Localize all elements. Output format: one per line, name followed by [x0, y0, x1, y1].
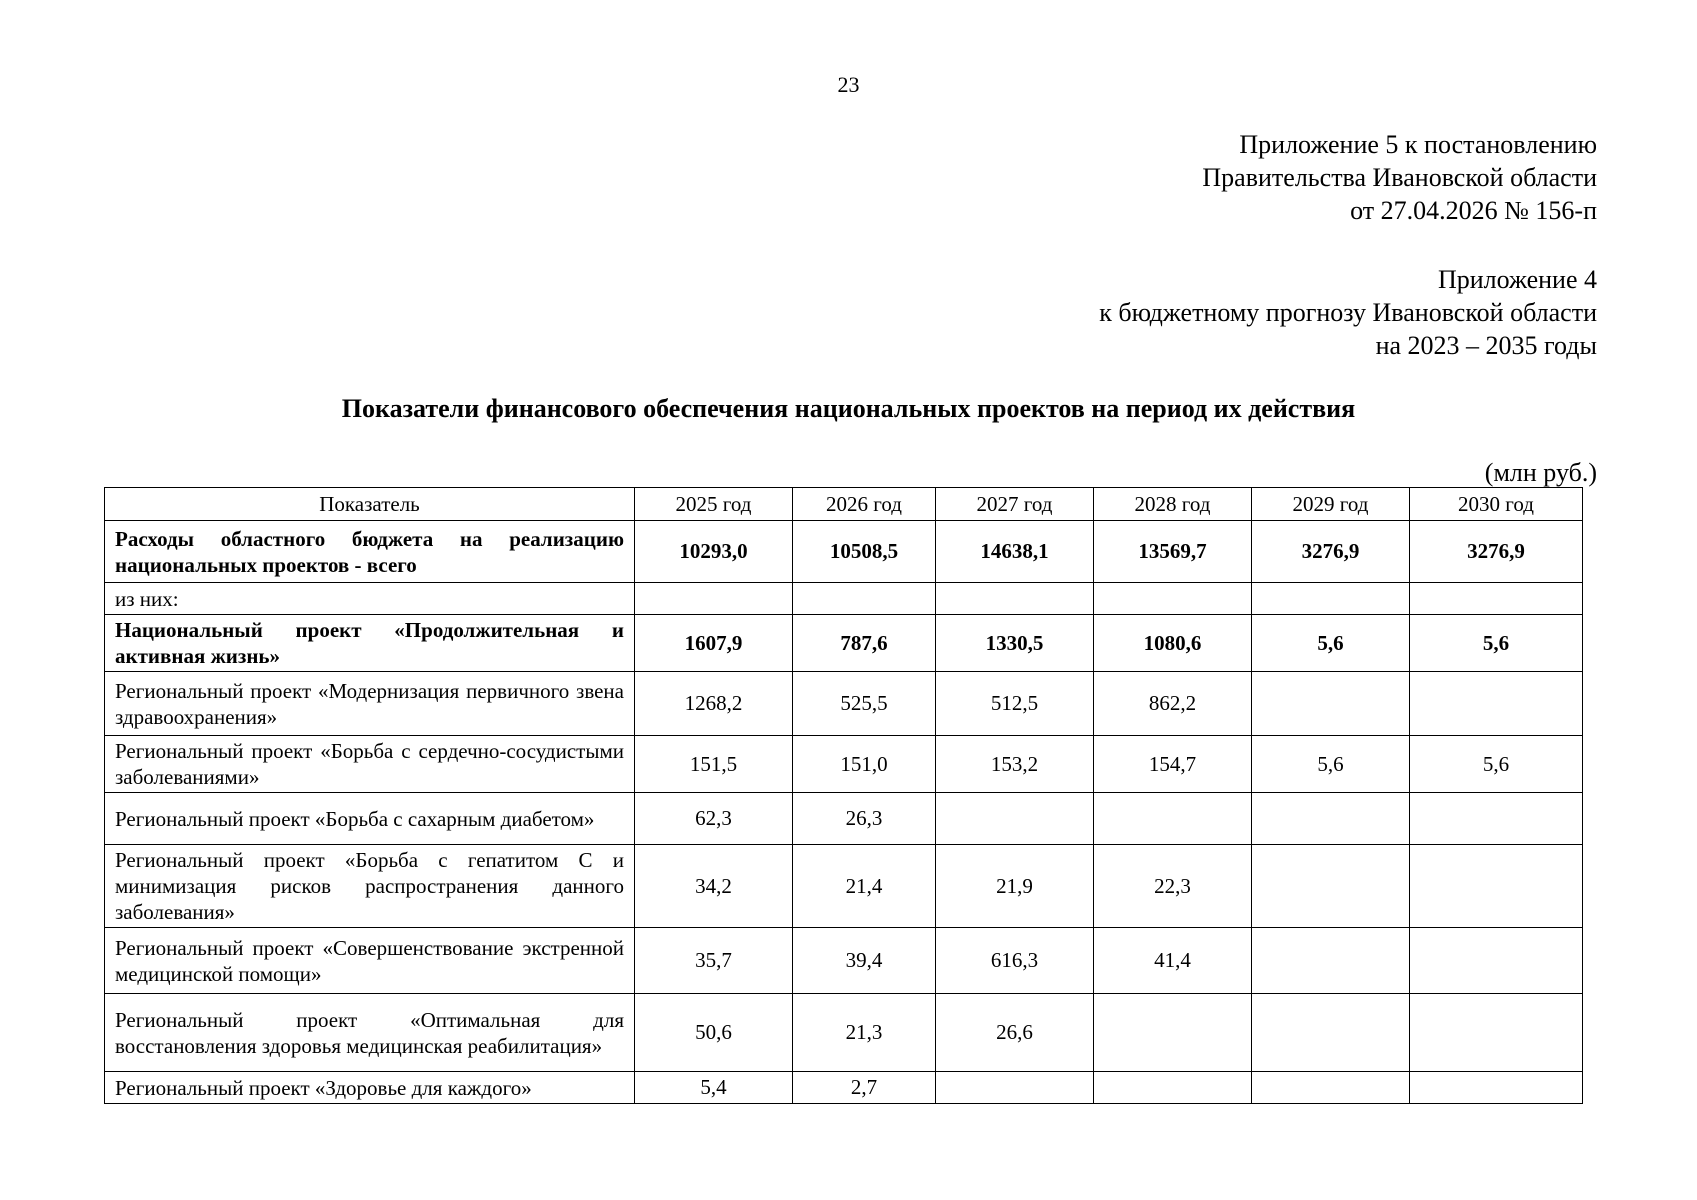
cell-value — [1410, 994, 1583, 1072]
header-indicator: Показатель — [105, 488, 635, 521]
cell-value: 35,7 — [635, 928, 793, 994]
annex-forecast-block — [1099, 263, 1597, 362]
header-2026: 2026 год — [793, 488, 936, 521]
cell-value — [1410, 793, 1583, 845]
cell-value — [936, 1072, 1094, 1104]
cell-value — [1094, 994, 1252, 1072]
cell-value: 1080,6 — [1094, 615, 1252, 672]
cell-value: 512,5 — [936, 672, 1094, 736]
document-title: Показатели финансового обеспечения национальных проектов на период их действия — [341, 394, 1356, 423]
cell-value: 26,3 — [793, 793, 936, 845]
cell-value: 5,6 — [1410, 736, 1583, 793]
cell-value: 616,3 — [936, 928, 1094, 994]
header-2028: 2028 год — [1094, 488, 1252, 521]
cell-value: 39,4 — [793, 928, 936, 994]
cell-value — [1094, 793, 1252, 845]
table-row — [105, 793, 1583, 845]
cell-value: 862,2 — [1094, 672, 1252, 736]
cell-value: 3276,9 — [1410, 521, 1583, 583]
cell-value: 14638,1 — [936, 521, 1094, 583]
cell-value: 151,5 — [635, 736, 793, 793]
table-row — [105, 736, 1583, 793]
cell-value: 787,6 — [793, 615, 936, 672]
row-label: Региональный проект «Борьба с гепатитом С и минимизация рисков распространения данного заболевания» — [105, 845, 635, 928]
annex-forecast-line1: Приложение 4 — [1437, 265, 1597, 294]
cell-value: 153,2 — [936, 736, 1094, 793]
cell-value — [1252, 583, 1410, 615]
table-row-total — [105, 521, 1583, 583]
table-row — [105, 672, 1583, 736]
cell-value — [1252, 672, 1410, 736]
cell-value: 34,2 — [635, 845, 793, 928]
row-label: Региональный проект «Оптимальная для восстановления здоровья медицинская реабилитация» — [105, 994, 635, 1072]
cell-value: 5,6 — [1252, 615, 1410, 672]
cell-value: 2,7 — [793, 1072, 936, 1104]
row-label: Региональный проект «Борьба с сердечно-сосудистыми заболеваниями» — [105, 736, 635, 793]
cell-value: 151,0 — [793, 736, 936, 793]
cell-value — [1410, 583, 1583, 615]
cell-value: 10508,5 — [793, 521, 936, 583]
cell-value: 1607,9 — [635, 615, 793, 672]
page-number: 23 — [837, 72, 860, 97]
cell-value — [1094, 1072, 1252, 1104]
cell-value — [1252, 1072, 1410, 1104]
annex-resolution-line3: от 27.04.2026 № 156-п — [1350, 196, 1597, 225]
annex-resolution-line1: Приложение 5 к постановлению — [1239, 130, 1597, 159]
cell-value — [1252, 928, 1410, 994]
cell-value — [635, 583, 793, 615]
cell-value: 21,3 — [793, 994, 936, 1072]
cell-value: 13569,7 — [1094, 521, 1252, 583]
annex-resolution-block — [1202, 128, 1597, 227]
header-2029: 2029 год — [1252, 488, 1410, 521]
row-label: из них: — [105, 583, 635, 615]
cell-value: 50,6 — [635, 994, 793, 1072]
budget-table — [104, 487, 1583, 1104]
header-2027: 2027 год — [936, 488, 1094, 521]
cell-value: 21,4 — [793, 845, 936, 928]
annex-forecast-line3: на 2023 – 2035 годы — [1375, 331, 1597, 360]
cell-value — [1252, 793, 1410, 845]
cell-value: 41,4 — [1094, 928, 1252, 994]
cell-value: 3276,9 — [1252, 521, 1410, 583]
row-label: Региональный проект «Здоровье для каждого» — [105, 1072, 635, 1104]
table-row — [105, 928, 1583, 994]
cell-value: 525,5 — [793, 672, 936, 736]
cell-value: 62,3 — [635, 793, 793, 845]
annex-forecast-line2: к бюджетному прогнозу Ивановской области — [1099, 298, 1597, 327]
cell-value — [1410, 928, 1583, 994]
cell-value: 5,6 — [1410, 615, 1583, 672]
table-row — [105, 1072, 1583, 1104]
cell-value: 5,6 — [1252, 736, 1410, 793]
cell-value — [936, 583, 1094, 615]
cell-value: 1330,5 — [936, 615, 1094, 672]
header-2025: 2025 год — [635, 488, 793, 521]
table-row-subheading — [105, 583, 1583, 615]
cell-value — [1252, 994, 1410, 1072]
cell-value: 1268,2 — [635, 672, 793, 736]
cell-value: 26,6 — [936, 994, 1094, 1072]
header-2030: 2030 год — [1410, 488, 1583, 521]
cell-value: 154,7 — [1094, 736, 1252, 793]
cell-value: 10293,0 — [635, 521, 793, 583]
table-header-row — [105, 488, 1583, 521]
cell-value — [1410, 672, 1583, 736]
cell-value: 21,9 — [936, 845, 1094, 928]
row-label: Региональный проект «Совершенствование экстренной медицинской помощи» — [105, 928, 635, 994]
table-row — [105, 845, 1583, 928]
cell-value — [1410, 845, 1583, 928]
row-label: Региональный проект «Модернизация первичного звена здравоохранения» — [105, 672, 635, 736]
cell-value: 5,4 — [635, 1072, 793, 1104]
cell-value: 22,3 — [1094, 845, 1252, 928]
cell-value — [936, 793, 1094, 845]
cell-value — [1094, 583, 1252, 615]
cell-value — [793, 583, 936, 615]
row-label: Региональный проект «Борьба с сахарным диабетом» — [105, 793, 635, 845]
table-row-national-project — [105, 615, 1583, 672]
table-row — [105, 994, 1583, 1072]
row-label: Расходы областного бюджета на реализацию национальных проектов - всего — [105, 521, 635, 583]
cell-value — [1252, 845, 1410, 928]
units-label: (млн руб.) — [1484, 458, 1597, 487]
cell-value — [1410, 1072, 1583, 1104]
row-label: Национальный проект «Продолжительная и активная жизнь» — [105, 615, 635, 672]
annex-resolution-line2: Правительства Ивановской области — [1202, 163, 1597, 192]
